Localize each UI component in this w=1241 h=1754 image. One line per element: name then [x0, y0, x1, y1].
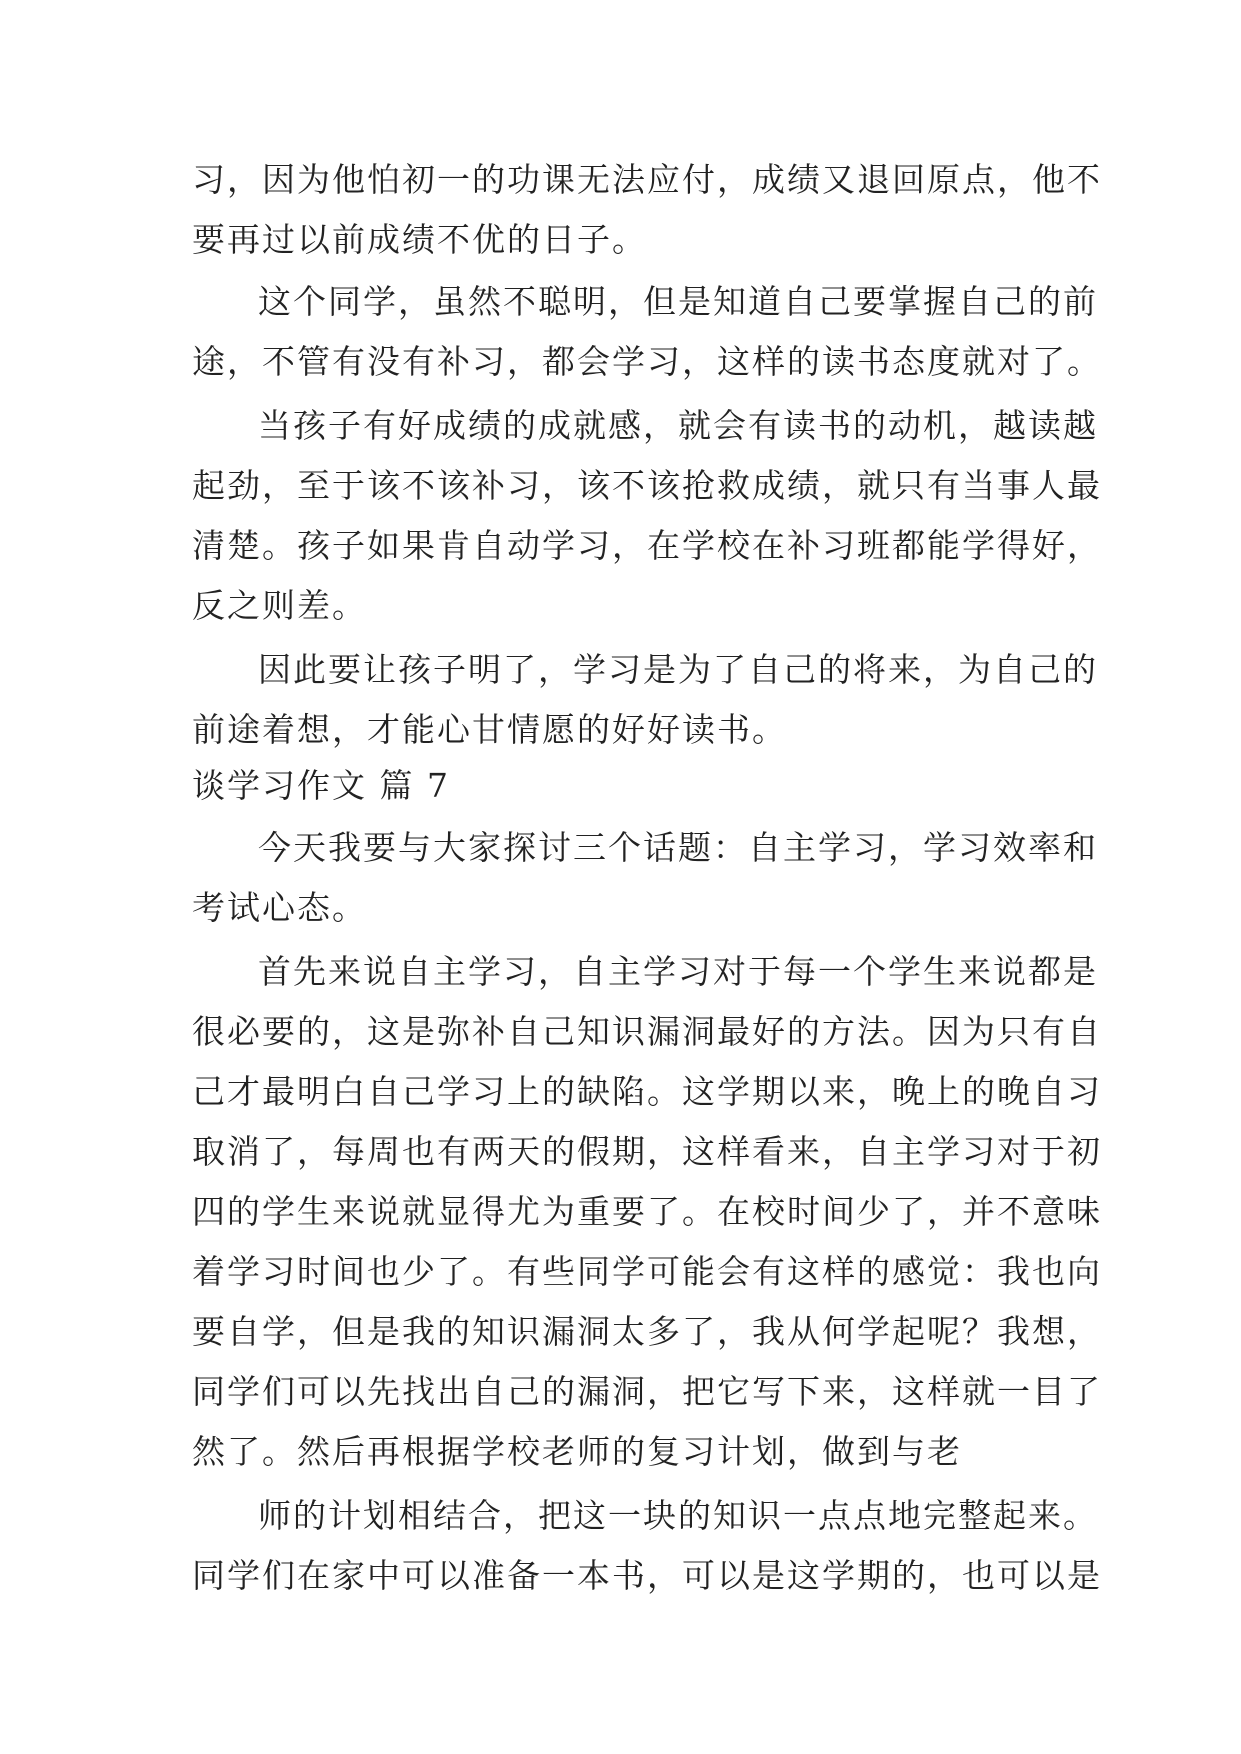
text-line: 同学们可以先找出自己的漏洞，把它写下来，这样就一目了: [192, 1372, 1102, 1411]
text-line: 同学们在家中可以准备一本书，可以是这学期的，也可以是: [192, 1556, 1102, 1595]
text-line: 今天我要与大家探讨三个话题：自主学习，学习效率和: [258, 828, 1098, 867]
text-line: 要再过以前成绩不优的日子。: [192, 220, 647, 259]
text-line: 前途着想，才能心甘情愿的好好读书。: [192, 710, 787, 749]
text-line: 这个同学，虽然不聪明，但是知道自己要掌握自己的前: [258, 282, 1098, 321]
text-line: 师的计划相结合，把这一块的知识一点点地完整起来。: [258, 1496, 1098, 1535]
text-line: 然了。然后再根据学校老师的复习计划，做到与老: [192, 1432, 962, 1471]
text-line: 当孩子有好成绩的成就感，就会有读书的动机，越读越: [258, 406, 1098, 445]
text-line: 因此要让孩子明了，学习是为了自己的将来，为自己的: [258, 650, 1098, 689]
text-line: 首先来说自主学习，自主学习对于每一个学生来说都是: [258, 952, 1098, 991]
text-line: 习，因为他怕初一的功课无法应付，成绩又退回原点，他不: [192, 160, 1102, 199]
text-line: 考试心态。: [192, 888, 367, 927]
text-line: 途，不管有没有补习，都会学习，这样的读书态度就对了。: [192, 342, 1102, 381]
text-line: 着学习时间也少了。有些同学可能会有这样的感觉：我也向: [192, 1252, 1102, 1291]
section-heading: 谈学习作文 篇 7: [192, 766, 450, 805]
text-line: 要自学，但是我的知识漏洞太多了，我从何学起呢？我想，: [192, 1312, 1102, 1351]
text-line: 反之则差。: [192, 586, 367, 625]
text-line: 四的学生来说就显得尤为重要了。在校时间少了，并不意味: [192, 1192, 1102, 1231]
text-line: 很必要的，这是弥补自己知识漏洞最好的方法。因为只有自: [192, 1012, 1102, 1051]
text-line: 起劲，至于该不该补习，该不该抢救成绩，就只有当事人最: [192, 466, 1102, 505]
text-line: 己才最明白自己学习上的缺陷。这学期以来，晚上的晚自习: [192, 1072, 1102, 1111]
text-line: 取消了，每周也有两天的假期，这样看来，自主学习对于初: [192, 1132, 1102, 1171]
text-line: 清楚。孩子如果肯自动学习，在学校在补习班都能学得好，: [192, 526, 1102, 565]
